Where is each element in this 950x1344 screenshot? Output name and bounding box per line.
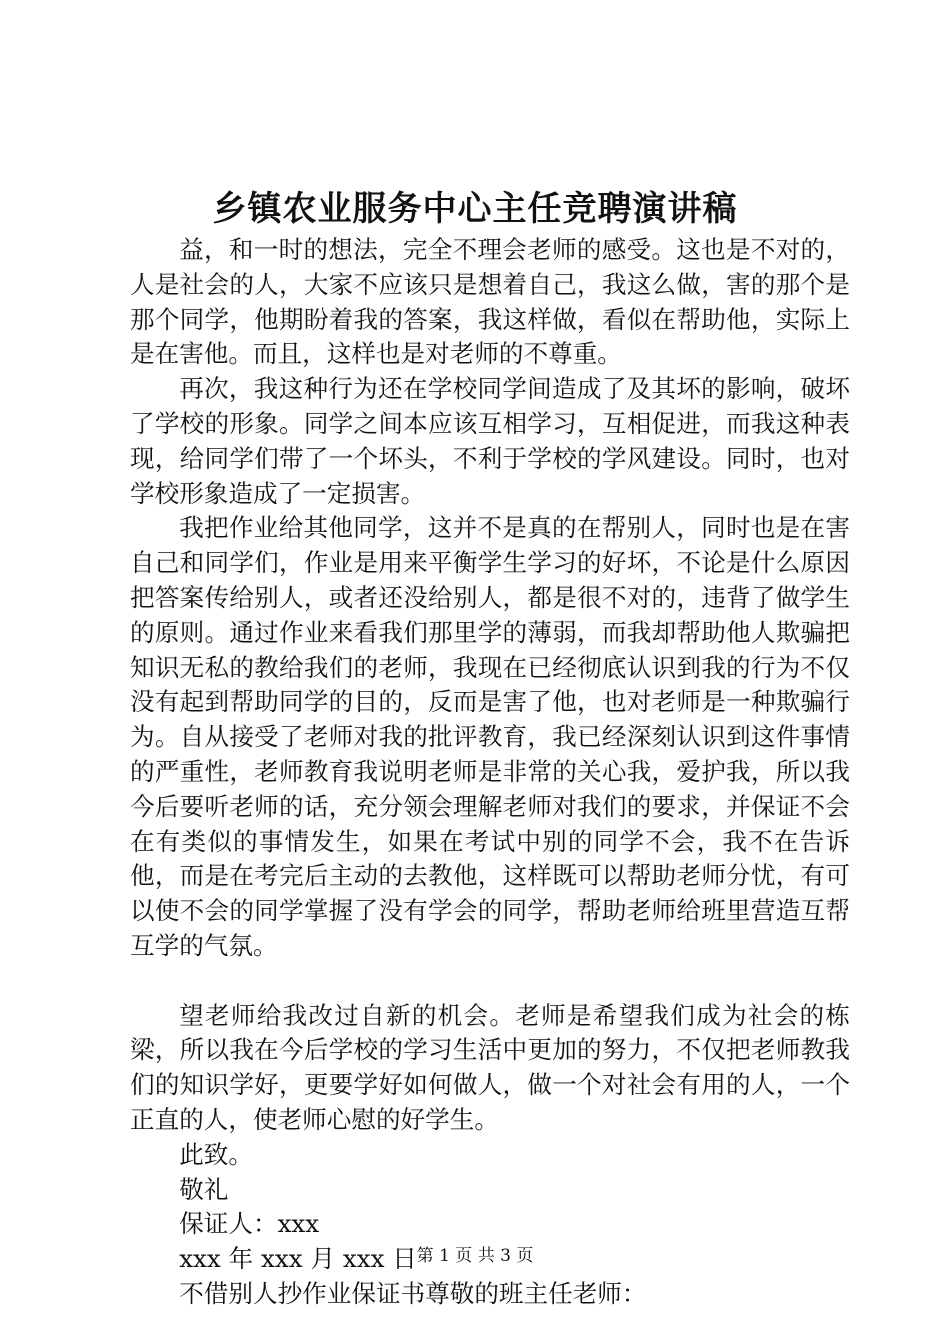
closing-salutation: 此致。 [179, 1139, 253, 1169]
guarantor-line: 保证人：xxx [179, 1209, 320, 1239]
paragraph-1: 益，和一时的想法，完全不理会老师的感受。这也是不对的，人是社会的人，大家不应该只是想着自己，我这么做，害的那个是那个同学，他期盼着我的答案，我这样做，看似在帮助他，实际上是在害他。而且，这样也是对老师的不尊重。 [130, 235, 850, 369]
document-title: 乡镇农业服务中心主任竞聘演讲稿 [212, 189, 738, 229]
next-document-heading: 不借别人抄作业保证书尊敬的班主任老师： [179, 1278, 647, 1308]
paragraph-3: 我把作业给其他同学，这并不是真的在帮别人，同时也是在害自己和同学们，作业是用来平衡学生学习的好坏，不论是什么原因把答案传给别人，或者还没给别人，都是很不对的，违背了做学生的原则。通过作业来看我们那里学的薄弱，而我却帮助他人欺骗把知识无私的教给我们的老师，我现在已经彻底认识到我的行为不仅没有起到帮助同学的目的，反而是害了他，也对老师是一种欺骗行为。自从接受了老师对我的批评教育，我已经深刻认识到这件事情的严重性，老师教育我说明老师是非常的关心我，爱护我，所以我今后要听老师的话，充分领会理解老师对我们的要求，并保证不会在有类似的事情发生，如果在考试中别的同学不会，我不在告诉他，而是在考完后主动的去教他，这样既可以帮助老师分忧，有可以使不会的同学掌握了没有学会的同学，帮助老师给班里营造互帮互学的气氛。 [130, 513, 850, 960]
date-line: xxx 年 xxx 月 xxx 日 [179, 1244, 417, 1274]
closing-regards: 敬礼 [179, 1174, 229, 1204]
paragraph-4: 望老师给我改过自新的机会。老师是希望我们成为社会的栋梁，所以我在今后学校的学习生活中更加的努力，不仅把老师教我们的知识学好，更要学好如何做人，做一个对社会有用的人，一个正直的人，使老师心慰的好学生。 [130, 1000, 850, 1134]
page-number-footer: 第 1 页 共 3 页 [416, 1246, 534, 1266]
paragraph-2: 再次，我这种行为还在学校同学间造成了及其坏的影响，破坏了学校的形象。同学之间本应该互相学习，互相促进，而我这种表现，给同学们带了一个坏头，不利于学校的学风建设。同时，也对学校形象造成了一定损害。 [130, 374, 850, 508]
document-body [130, 233, 850, 1312]
